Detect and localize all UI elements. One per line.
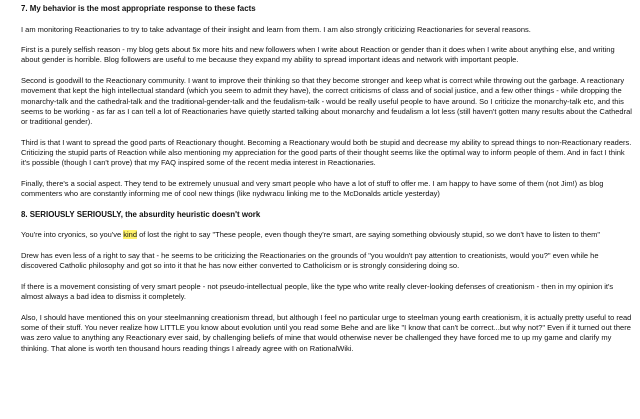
section-heading-7: 7. My behavior is the most appropriate response to these facts — [21, 4, 256, 13]
section-8-paragraph-1 — [21, 230, 634, 240]
paragraph-text: You're into cryonics, so you've — [21, 230, 124, 240]
section-7-paragraph-4: Third is that I want to spread the good parts of Reactionary thought. Becoming a Reactionary would both be stupid and decrease my ability to spread things to non-Reactionary readers. Criticizing the stupid parts of Reaction while also mentioning my appreciation for the good parts of their thought seems like the optimal way to inform people of them. And in fact I think it's possible (though I can't prove) that my FAQ inspired some of the recent media interest in Reactionaries. — [21, 137, 632, 168]
section-heading-8: 8. SERIOUSLY SERIOUSLY, the absurdity heuristic doesn't work — [21, 209, 261, 219]
section-8-paragraph-2: Drew has even less of a right to say that - he seems to be criticizing the Reactionaries on the grounds of "you wouldn't pay attention to creationists, would you?" even while he discovered Catholic philosophy and got so into it that he has now either converted to Catholicism or is strongly considering doing so. — [21, 250, 599, 271]
highlighted-word: kind — [123, 230, 137, 240]
section-7-paragraph-5: Finally, there's a social aspect. They tend to be extremely unusual and very smart people who have a lot of stuff to offer me. I am happy to have some of them (not Jim!) as blog commenters who are constantly informing me of cool new things (like nydwracu linking me to the McDonalds article yesterday) — [21, 178, 604, 199]
paragraph-text: of lost the right to say "These people, even though they're smart, are saying something obviously stupid, so we don't have to listen to them" — [137, 230, 601, 240]
section-7-paragraph-2: First is a purely selfish reason - my blog gets about 5x more hits and new followers when I write about Reaction or gender than it does when I write about anything else, and writing about gender is horrible. Blog followers are useful to me because they expand my ability to spread important ideas and network with important people. — [21, 45, 615, 65]
section-7-paragraph-1: I am monitoring Reactionaries to try to take advantage of their insight and learn from them. I am also strongly criticizing Reactionaries for several reasons. — [21, 24, 531, 34]
section-8-paragraph-3: If there is a movement consisting of very smart people - not pseudo-intellectual people, like the type who write really clever-looking defenses of creationism - then in my opinion it's almost always a bad idea to dismiss it completely. — [21, 281, 614, 302]
section-8-paragraph-4: Also, I should have mentioned this on your steelmanning creationism thread, but although I feel no particular urge to steelman young earth creationism, it is actually pretty useful to read some of their stuff. You never realize how LITTLE you know about evolution until you read some Behe and are like "I know that can't be correct...but why not?" Even if it turned out there was zero value to anything any Reactionary ever said, by challenging beliefs of mine that would otherwise never be challenged they have forced me to up my game and clarify my thinking. That alone is worth ten thousand hours reading things I already agree with on RationalWiki. — [21, 312, 632, 353]
section-7-paragraph-3: Second is goodwill to the Reactionary community. I want to improve their thinking so that they become stronger and keep what is correct while throwing out the garbage. A reactionary movement that kept the high intellectual standard (which you seem to admit they have), the correct criticisms of class and of social justice, and a few other things - while dropping the monarchy-talk and the cathedral-talk and the traditional-gender-talk and the feudalism-talk - would be really useful people to have around. So I criticize the monarchy-talk etc, and this seems to be working - as far as I can tell a lot of Reactionaries have quietly started talking about monarchy and feudalism a lot less (still haven't gotten many results about the Cathedral or traditional gender). — [21, 75, 632, 127]
